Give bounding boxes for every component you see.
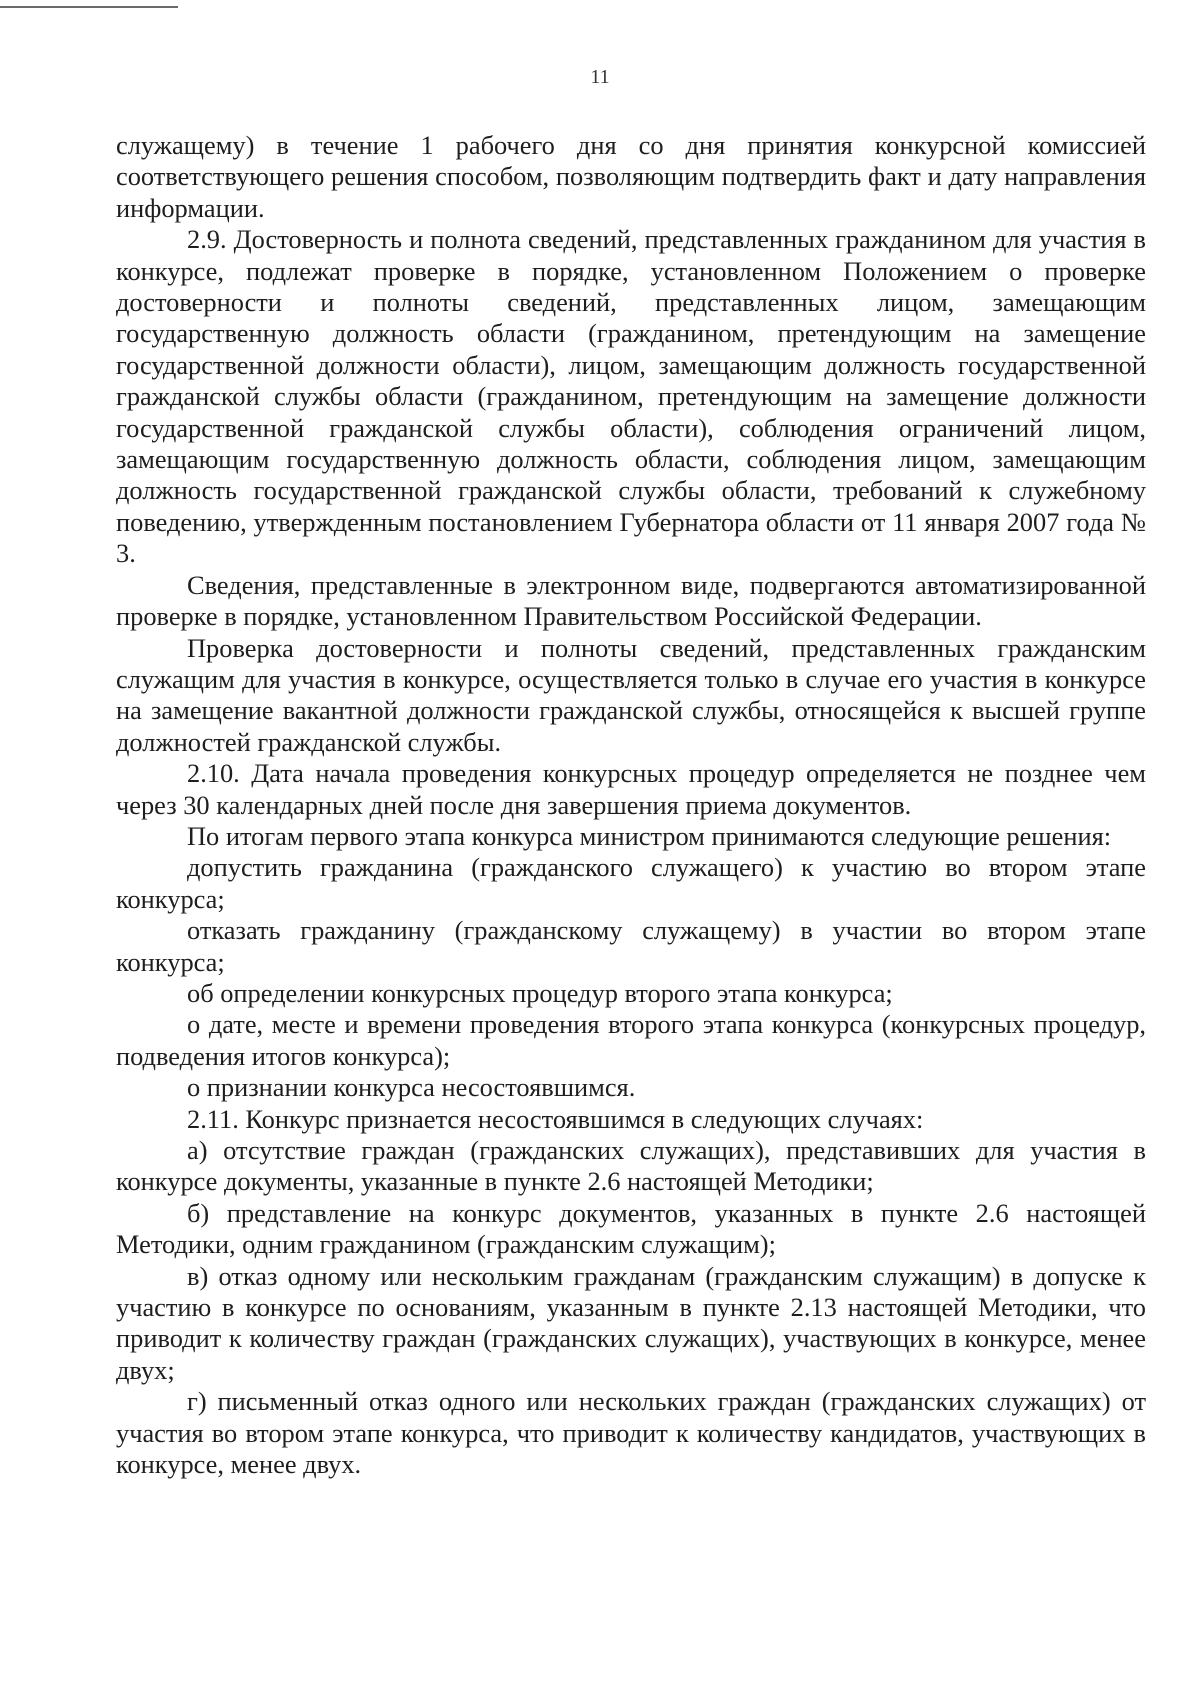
decision-date-place: о дате, месте и времени проведения второго этапа конкурса (конкурсных процедур, подведения итогов конкурса); — [116, 1009, 1146, 1071]
paragraph-2-9: 2.9. Достоверность и полнота сведений, представленных гражданином для участия в конкурсе, подлежат проверке в порядке, установленном Положением о проверке достоверности и полноты сведений, представленных лицом, замещающим государственную должность области (гражданином, претендующим на замещение государственной должности области), лицом, замещающим должность государственной гражданской службы области (гражданином, претендующим на замещение должности государственной гражданской службы области), соблюдения ограничений лицом, замещающим государственную должность области, соблюдения лицом, замещающим должность государственной гражданской службы области, требований к служебному поведению, утвержденным постановлением Губернатора области от 11 января 2007 года № 3. — [116, 224, 1146, 569]
decision-admit: допустить гражданина (гражданского служащего) к участию во втором этапе конкурса; — [116, 852, 1146, 914]
paragraph-2-10: 2.10. Дата начала проведения конкурсных процедур определяется не позднее чем через 30 календарных дней после дня завершения приема документов. — [116, 758, 1146, 820]
case-d: г) письменный отказ одного или нескольких граждан (гражданских служащих) от участия во втором этапе конкурса, что приводит к количеству кандидатов, участвующих в конкурсе, менее двух. — [116, 1386, 1146, 1480]
scan-edge-line — [0, 6, 178, 8]
paragraph-first-stage-decisions: По итогам первого этапа конкурса министром принимаются следующие решения: — [187, 820, 1112, 851]
paragraph-civil-servant-check: Проверка достоверности и полноты сведений, представленных гражданским служащим для участия в конкурсе, осуществляется только в случае его участия в конкурсе на замещение вакантной должности гражданской службы, относящейся к высшей группе должностей гражданской службы. — [116, 632, 1146, 757]
decision-procedures: об определении конкурсных процедур второго этапа конкурса; — [187, 977, 893, 1008]
page-number: 11 — [590, 66, 610, 88]
decision-failed: о признании конкурса несостоявшимся. — [187, 1072, 636, 1103]
paragraph-continuation: служащему) в течение 1 рабочего дня со дня принятия конкурсной комиссией соответствующего решения способом, позволяющим подтвердить факт и дату направления информации. — [116, 130, 1146, 223]
case-b: б) представление на конкурс документов, указанных в пункте 2.6 настоящей Методики, одним гражданином (гражданским служащим); — [116, 1197, 1146, 1260]
document-body — [116, 130, 1146, 1480]
paragraph-2-11: 2.11. Конкурс признается несостоявшимся в следующих случаях: — [187, 1103, 924, 1134]
decision-refuse: отказать гражданину (гражданскому служащему) в участии во втором этапе конкурса; — [116, 915, 1146, 977]
case-c: в) отказ одному или нескольким гражданам (гражданским служащим) в допуске к участию в конкурсе по основаниям, указанным в пункте 2.13 настоящей Методики, что приводит к количеству граждан (гражданских служащих), участвующих в конкурсе, менее двух; — [116, 1260, 1146, 1385]
case-a: а) отсутствие граждан (гражданских служащих), представивших для участия в конкурсе документы, указанные в пункте 2.6 настоящей Методики; — [116, 1135, 1146, 1197]
paragraph-electronic-check: Сведения, представленные в электронном виде, подвергаются автоматизированной проверке в порядке, установленном Правительством Российской Федерации. — [116, 569, 1146, 632]
